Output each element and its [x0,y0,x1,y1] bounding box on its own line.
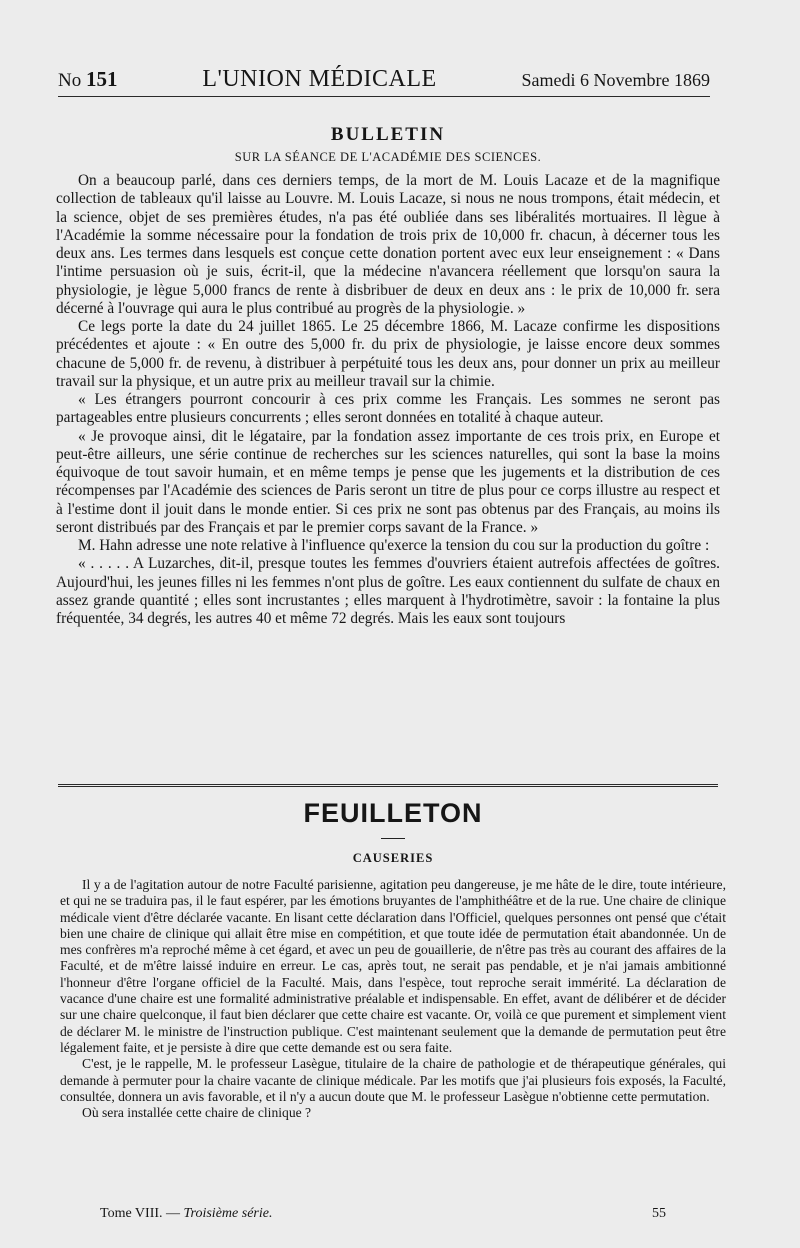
volume-label: Tome VIII. — [100,1206,181,1221]
bulletin-body [56,172,720,628]
bulletin-paragraph: M. Hahn adresse une note relative à l'influence qu'exerce la tension du cou sur la production du goître : [78,537,710,554]
volume-info [100,1206,272,1222]
bulletin-section [56,124,720,628]
journal-title: L'UNION MÉDICALE [202,66,437,92]
bulletin-paragraph: On a beaucoup parlé, dans ces derniers temps, de la mort de M. Louis Lacaze et de la magnifique collection de tableaux qu'il laisse au Louvre. M. Louis Lacaze, si nous ne nous trompons, était médecin, et la science, objet de ses premières études, n'a pas été oubliée dans ses libéralités mortuaires. Il lègue à l'Académie la somme nécessaire pour la fondation de trois prix de 10,000 fr. chacun, à décerner tous les deux ans. Les termes dans lesquels est conçue cette donation portent avec eux leur enseignement : « Dans l'intime persuasion où je suis, écrit-il, que la médecine n'avancera réellement que lorsqu'on saura la physiologie, je lègue 5,000 francs de rente à disbribuer de deux en deux ans : le prix de 10,000 fr. sera décerné à l'ouvrage qui aura le plus contribué au progrès de la physiologie. » [56,172,720,317]
issue-number [58,67,117,92]
feuilleton-paragraph: Où sera installée cette chaire de clinique ? [82,1105,312,1121]
page-number: 55 [652,1206,666,1221]
bulletin-paragraph: Ce legs porte la date du 24 juillet 1865. Le 25 décembre 1866, M. Lacaze confirme les dispositions précédentes et ajoute : « En outre des 5,000 fr. du prix de physiologie, je laisse encore deux sommes chacune de 5,000 fr. de revenu, à distribuer à perpétuité tous les deux ans, pour donner un prix au meilleur travail sur la physique, et un autre prix au meilleur travail sur la chimie. [56,318,720,390]
feuilleton-section [60,796,726,1121]
bulletin-paragraph: « . . . . . A Luzarches, dit-il, presque toutes les femmes d'ouvriers étaient autrefois affectées de goîtres. Aujourd'hui, les jeunes filles ni les femmes n'ont plus de goître. Les eaux contiennent du sulfate de chaux en assez grande quantité ; elles sont incrustantes ; elles marquent à l'hydrotimètre, savoir : la fontaine la plus fréquentée, 34 degrés, les autres 40 et même 72 degrés. Mais les eaux sont toujours [56,555,720,627]
feuilleton-title: FEUILLETON [303,798,483,828]
feuilleton-subtitle: CAUSERIES [352,851,434,865]
bulletin-title: BULLETIN [330,124,446,145]
section-divider [58,784,718,787]
bulletin-subtitle: SUR LA SÉANCE DE L'ACADÉMIE DES SCIENCES. [234,150,542,164]
bulletin-paragraph: « Les étrangers pourront concourir à ces prix comme les Français. Les sommes ne seront pas partageables entre plusieurs concurrents ; elles seront données en totalité à chaque auteur. [56,391,720,427]
issue-date: Samedi 6 Novembre 1869 [521,70,710,90]
issue-number-value: 151 [85,67,118,91]
bulletin-paragraph: « Je provoque ainsi, dit le légataire, par la fondation assez importante de ces trois prix, en Europe et peut-être ailleurs, une série continue de recherches sur les sciences naturelles, qui sont la base la moins équivoque de tout savoir humain, et en même temps je pense que les jugements et la distribution de ces récompenses par l'Académie des sciences de Paris seront un titre de plus pour ce corps illustre au respect et à l'estime dont il jouit dans le monde entier. Si ces prix ne sont pas obtenus par des Français, au moins ils seront distribués par des Français et par le premier corps savant de la France. » [56,427,720,536]
page-header [58,66,710,97]
series-label: Troisième série. [183,1206,273,1221]
feuilleton-paragraph: C'est, je le rappelle, M. le professeur Lasègue, titulaire de la chaire de pathologie et de thérapeutique générales, qui demande à permuter pour la chaire vacante de clinique médicale. Par les motifs que j'ai plusieurs fois exposés, la Faculté, consultée, donnera un avis favorable, et il n'y a aucun doute que M. le professeur Lasègue n'obtienne cette permutation. [60,1056,726,1104]
issue-number-label: No [58,70,82,91]
page-footer [100,1206,666,1222]
feuilleton-body [60,877,726,1121]
title-dash-divider [381,838,405,839]
feuilleton-paragraph: Il y a de l'agitation autour de notre Faculté parisienne, agitation peu dangereuse, je me hâte de le dire, toute intérieure, et qui ne se traduira pas, il le faut espérer, par les émotions bruyantes de l'amphithéâtre et de la rue. Une chaire de clinique médicale vient d'être déclarée vacante. En lisant cette déclaration dans l'Officiel, quelques personnes ont pensé que c'était bien une chaire de clinique qui allait être mise en compétition, et que toute idée de permutation était abandonnée. Un de mes confrères m'a reproché même à cet égard, et avec un peu de gouaillerie, de n'être pas très au courant des affaires de la Faculté, et de m'être laissé induire en erreur. Le cas, après tout, ne serait pas pendable, et je n'ai jamais ambitionné l'honneur d'être l'organe officiel de la Faculté. Mais, dans l'espèce, tout reproche serait immérité. La déclaration de vacance d'une chaire est une formalité administrative préalable et indispensable. En effet, avant de délibérer et de décider sur une chaire quelconque, il faut bien déclarer que cette chaire est vacante. Or, voilà ce que purement et simplement vient de déclarer M. le ministre de l'instruction publique. C'est maintenant seulement que la demande de permutation peut être légalement faite, et je persiste à dire que cette demande est ou sera faite. [60,877,726,1055]
